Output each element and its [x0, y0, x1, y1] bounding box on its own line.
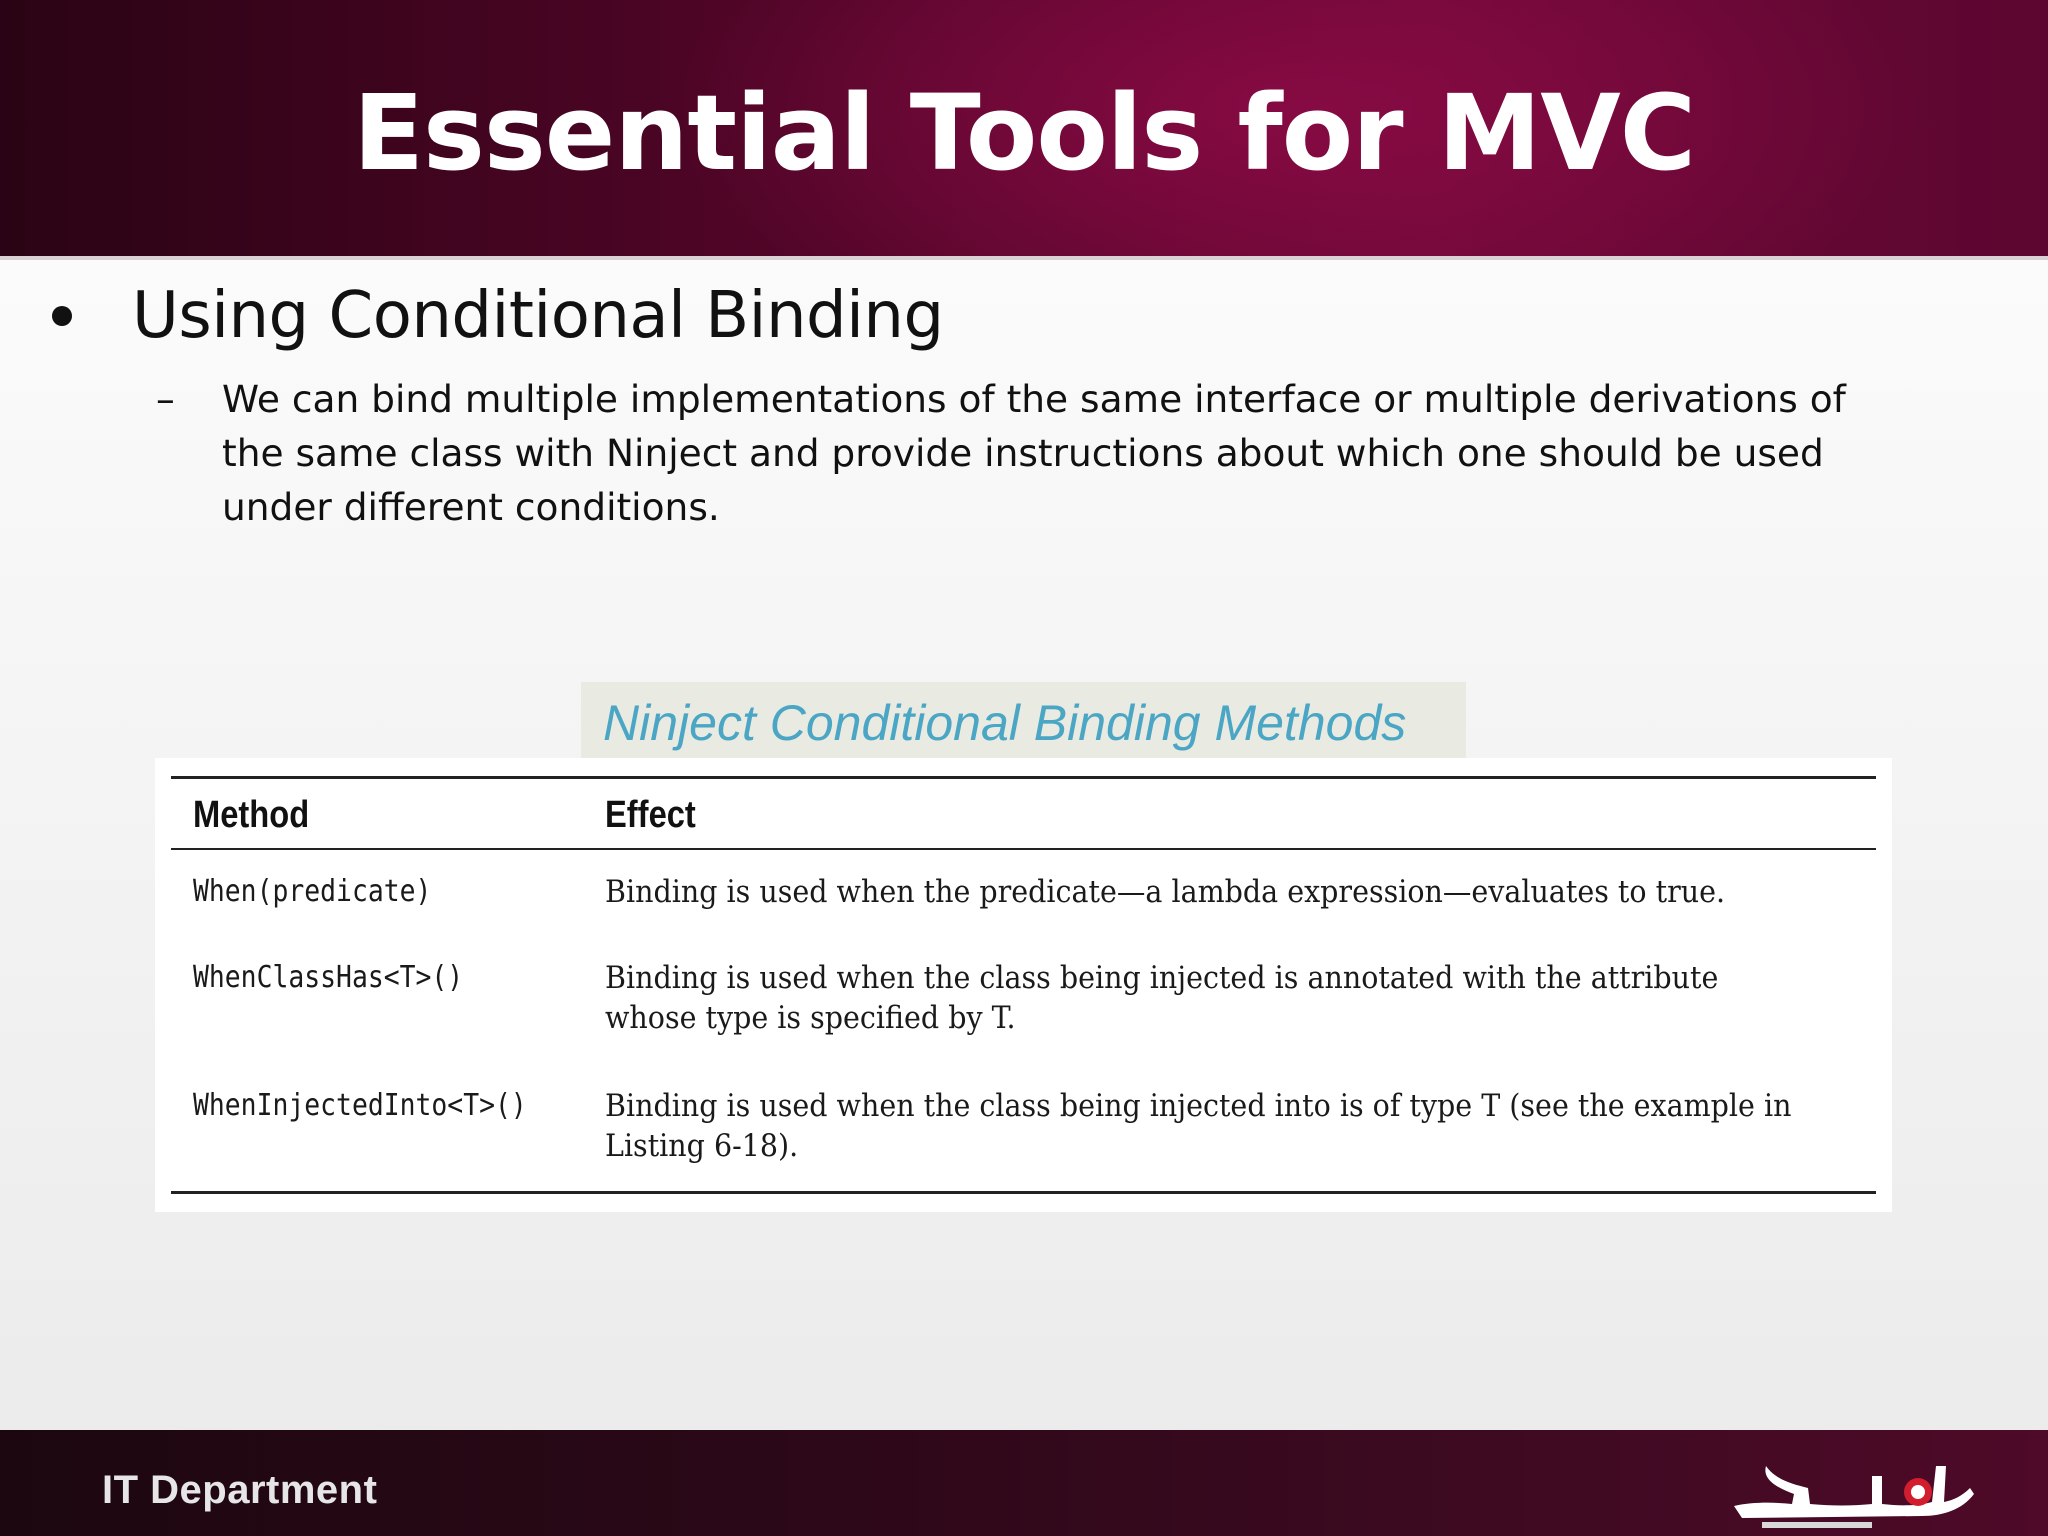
table-row-3-method: WhenInjectedInto<T>() [193, 1088, 527, 1123]
bullet-level-1 [52, 276, 944, 356]
bullet-level-2-text: We can bind multiple implementations of the same interface or multiple derivations of the same class with Ninject and provide instructions about which one should be used under different conditions. [222, 377, 1846, 529]
column-header-effect: Effect [605, 794, 696, 836]
slide-footer [0, 1430, 2048, 1536]
binding-methods-table [155, 758, 1892, 1212]
dash-icon: – [156, 377, 175, 421]
table-row-1-method: When(predicate) [193, 874, 432, 909]
slide-header [0, 0, 2048, 260]
table-row-2-effect: Binding is used when the class being injected is annotated with the attribute whose type is specified by T. [605, 960, 1719, 1036]
footer-department-label: IT Department [102, 1468, 378, 1512]
bullet-level-1-text: Using Conditional Binding [132, 279, 944, 353]
bullet-level-2 [156, 372, 1916, 534]
table-header-rule [171, 848, 1876, 850]
table-row-3-effect: Binding is used when the class being injected into is of type T (see the example in Listing 6-18). [605, 1088, 1792, 1164]
table-top-rule [171, 776, 1876, 779]
slide-title: Essential Tools for MVC [352, 72, 1696, 194]
column-header-method: Method [193, 794, 310, 836]
bullet-dot-icon [52, 306, 72, 326]
organization-logo-icon [1722, 1436, 1982, 1532]
table-row-1-effect: Binding is used when the predicate—a lambda expression—evaluates to true. [605, 874, 1726, 910]
table-bottom-rule [171, 1191, 1876, 1194]
table-caption: Ninject Conditional Binding Methods [581, 682, 1466, 764]
table-row-2-method: WhenClassHas<T>() [193, 960, 464, 995]
